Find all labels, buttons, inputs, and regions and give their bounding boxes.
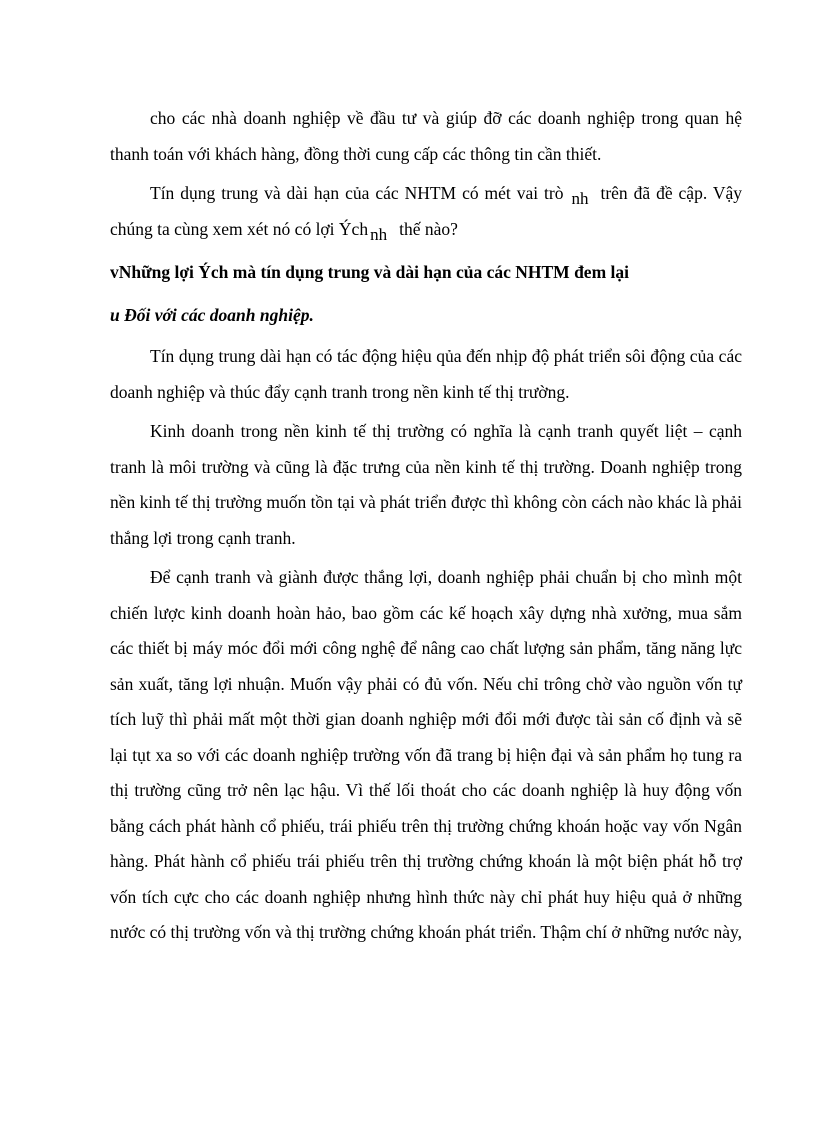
paragraph-1: cho các nhà doanh nghiệp về đầu tư và giúp đỡ các doanh nghiệp trong quan hệ thanh toán với khách hàng, đồng thời cung cấp các thông tin cần thiết.	[110, 108, 742, 164]
paragraph-2-part-b: trên đã đề cập. Vậy chúng ta cùng xem xét nó có lợi Ých	[110, 183, 742, 239]
paragraph-2-part-c: thế nào?	[399, 218, 458, 239]
paragraph-2	[110, 176, 742, 247]
subscript-nh-1: nh	[571, 189, 589, 208]
paragraph-4: Kinh doanh trong nền kinh tế thị trường có nghĩa là cạnh tranh quyết liệt – cạnh tranh là môi trường và cũng là đặc trưng của nền kinh tế thị trường. Doanh nghiệp trong nền kinh tế thị trường muốn tồn tại và phát triển được thì không còn cách nào khác là phải thắng lợi trong cạnh tranh.	[110, 421, 742, 548]
subscript-nh-2: nh	[370, 224, 388, 244]
subsection-heading: u Đối với các doanh nghiệp.	[110, 305, 314, 325]
intro-section	[110, 101, 742, 247]
body-section	[110, 339, 742, 951]
paragraph-2-part-a: Tín dụng trung và dài hạn của các NHTM có mét vai trò	[150, 183, 564, 203]
paragraph-3: Tín dụng trung dài hạn có tác động hiệu qủa đến nhịp độ phát triển sôi động của các doanh nghiệp và thúc đẩy cạnh tranh trong nền kinh tế thị trường.	[110, 346, 742, 402]
paragraph-5: Để cạnh tranh và giành được thắng lợi, doanh nghiệp phải chuẩn bị cho mình một chiến lược kinh doanh hoàn hảo, bao gồm các kế hoạch xây dựng nhà xưởng, mua sắm các thiết bị máy móc đổi mới công nghệ để nâng cao chất lượng sản phẩm, tăng năng lực sản xuất, tăng lợi nhuận. Muốn vậy phải có đủ vốn. Nếu chỉ trông chờ vào nguồn vốn tự tích luỹ thì phải mất một thời gian doanh nghiệp mới đổi mới được tài sản cố định và sẽ lại tụt xa so với các doanh nghiệp trường vốn đã trang bị hiện đại và sản phẩm họ tung ra thị trường cũng trở nên lạc hậu. Vì thế lối thoát cho các doanh nghiệp là huy động vốn bằng cách phát hành cổ phiếu, trái phiếu trên thị trường chứng khoán hoặc vay vốn Ngân hàng. Phát hành cổ phiếu trái phiếu trên thị trường chứng khoán là một biện phát hỗ trợ vốn tích cực cho các doanh nghiệp nhưng hình thức này chỉ phát huy hiệu quả ở những nước có thị trường vốn và thị trường chứng khoán phát triển. Thậm chí ở những nước này,	[110, 567, 742, 942]
section-heading: vNhững lợi Ých mà tín dụng trung và dài hạn của các NHTM đem lại	[110, 262, 630, 282]
